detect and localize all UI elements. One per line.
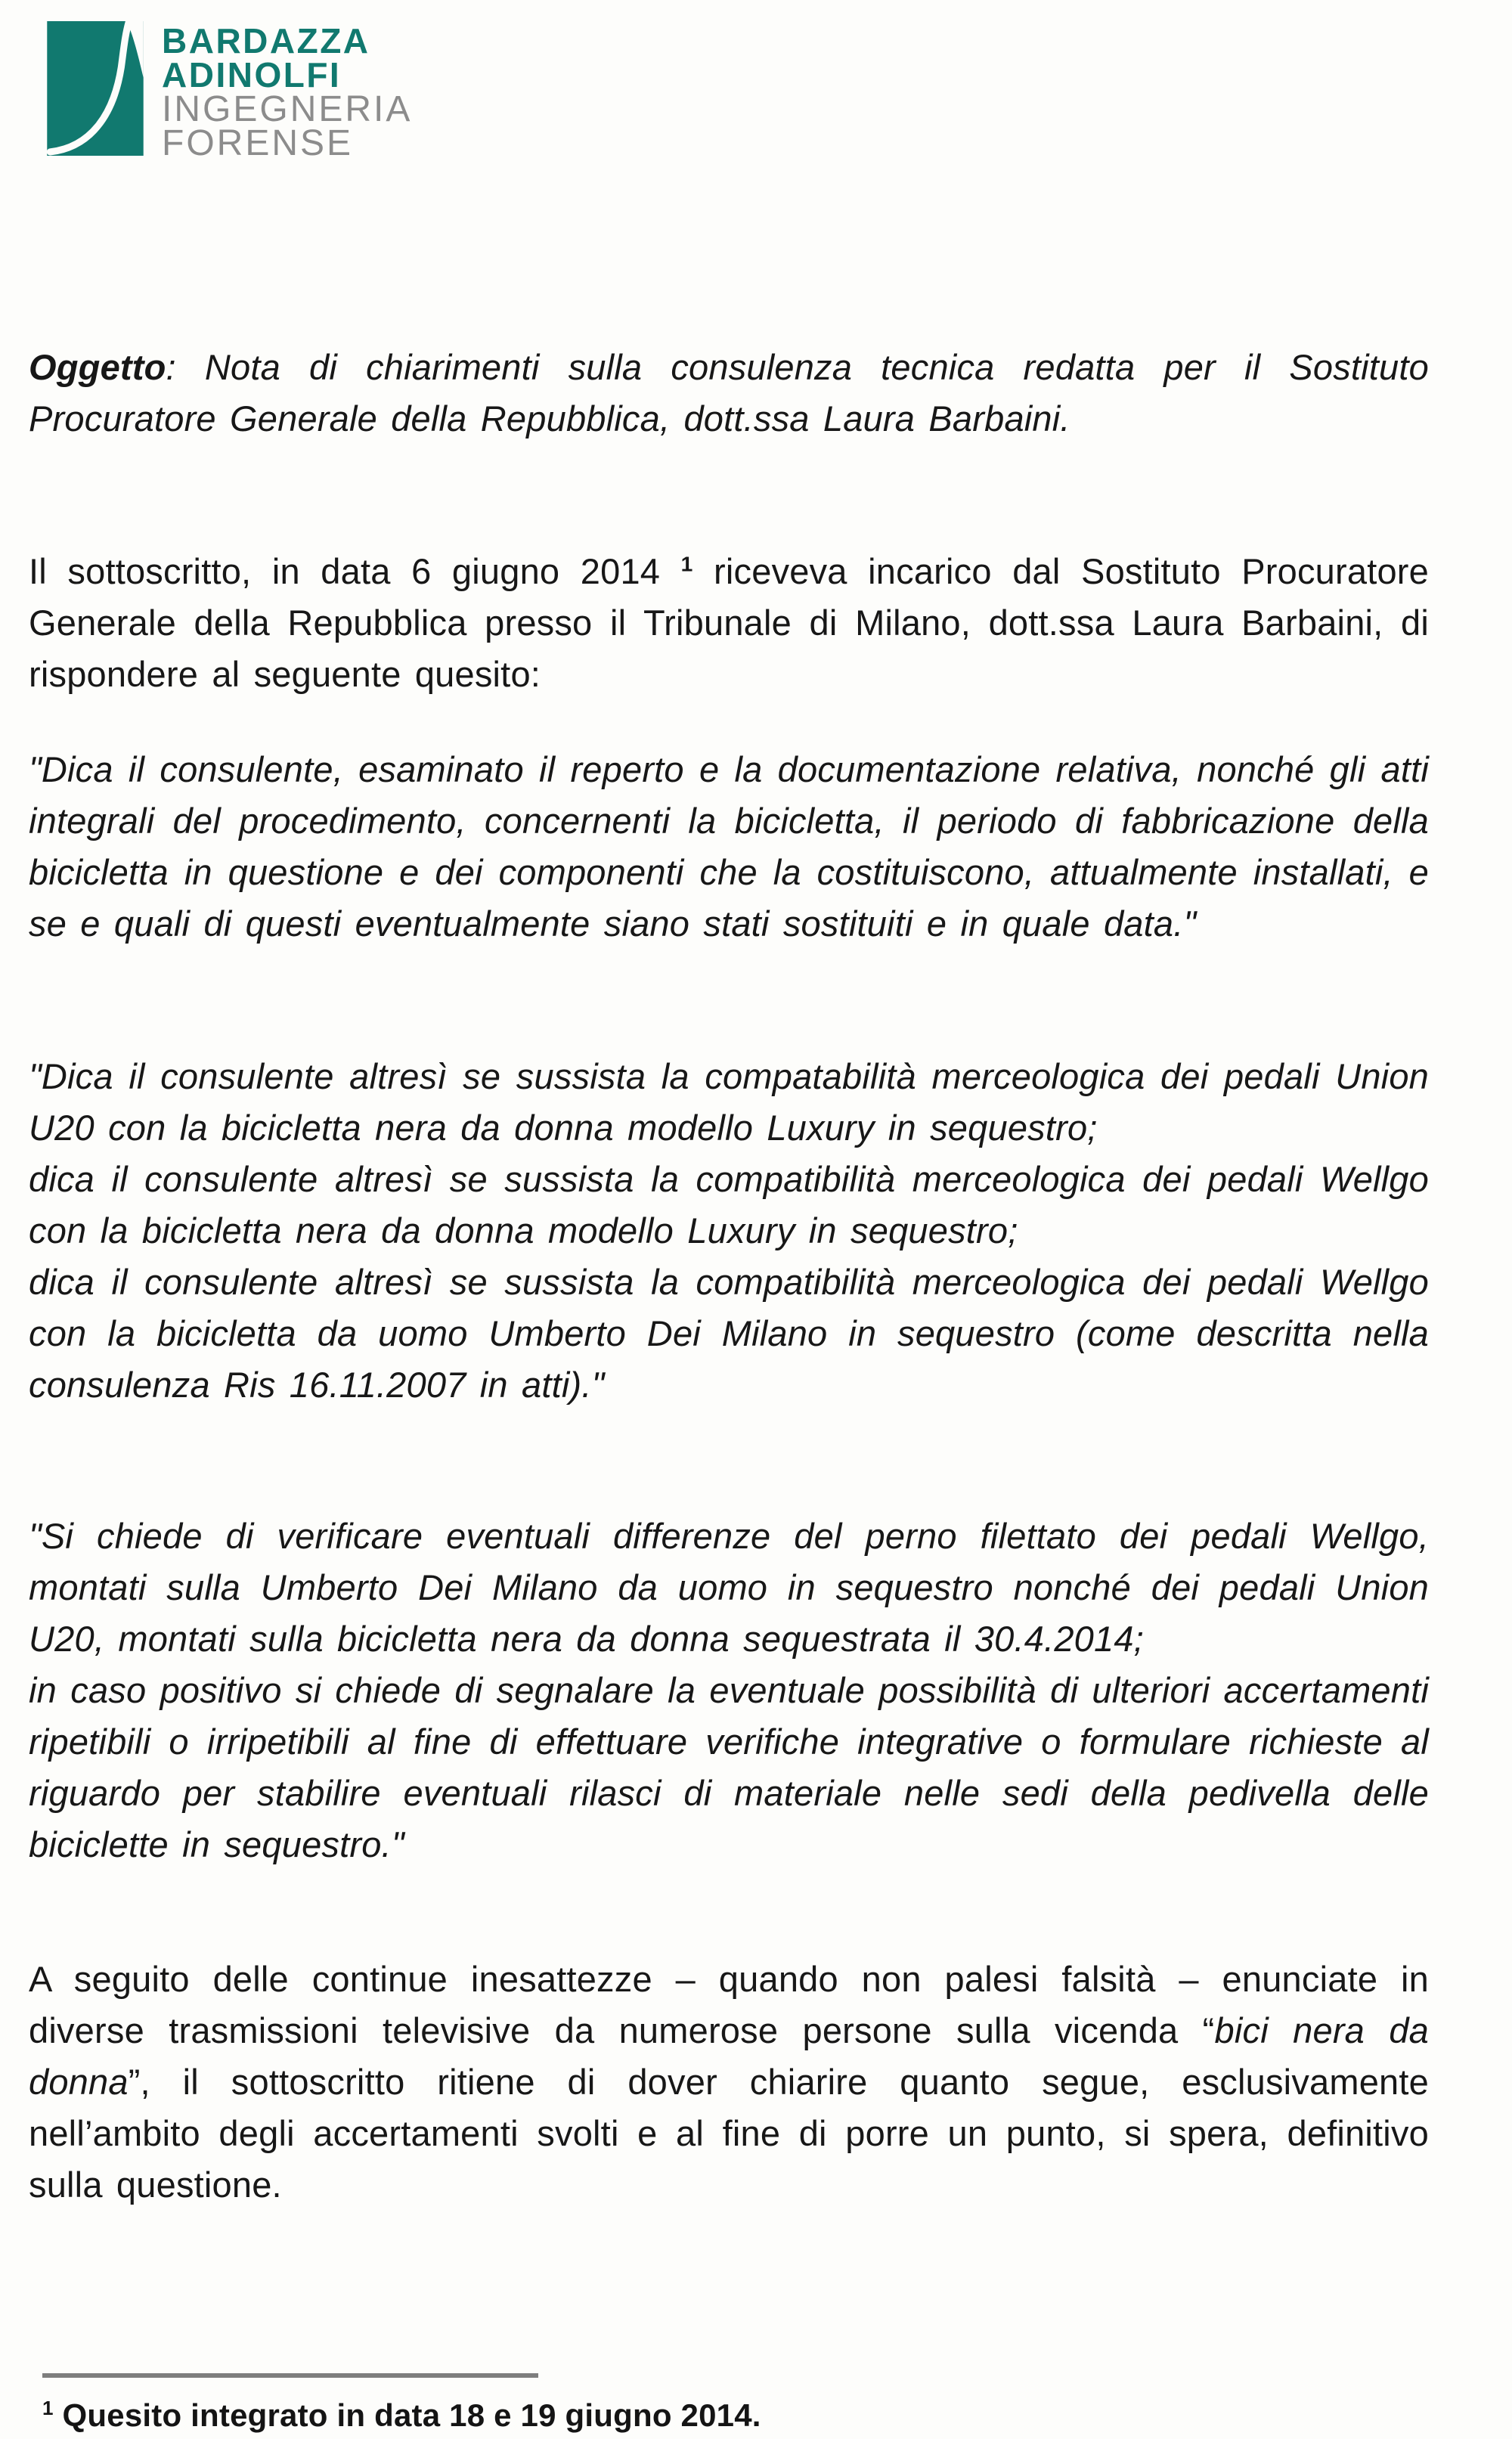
first-quote-paragraph: "Dica il consulente, esaminato il reperto e la documentazione relativa, nonché gli atti integrali del procedimento, concernenti la bicicletta, il periodo di fabbricazione della bicicletta in questione e dei componenti che la costituiscono, attualmente installati, e se e quali di questi eventualmente siano stati sostituiti e in quale data." [29,749,1429,944]
footnote-reference-marker: 1 [680,551,693,576]
logo-subtitle-line1: INGEGNERIA [162,89,413,129]
intro-paragraph [29,546,1429,700]
second-quote-clause-3: dica il consulente altresì se sussista la compatibilità merceologica dei pedali Wellgo con la bicicletta da uomo Umberto Dei Milano in sequestro (come descritta nella consulenza Ris 16.11.2007 in atti)." [29,1262,1429,1405]
subject-paragraph [29,342,1429,445]
logo-name-line1: BARDAZZA [162,21,370,60]
closing-paragraph [29,1954,1429,2211]
footnote-text [42,2396,1471,2435]
case-name-phrase: bici nera da donna [29,2010,1429,2102]
second-quote-clause-2: dica il consulente altresì se sussista la compatibilità merceologica dei pedali Wellgo con la bicicletta nera da donna modello Luxury in sequestro; [29,1159,1429,1250]
third-quote-paragraph [29,1511,1429,1870]
footnote [42,2373,1471,2435]
logo-text [162,21,413,163]
logo-mark-icon [47,21,144,156]
third-quote-clause-1: "Si chiede di verificare eventuali differenze del perno filettato dei pedali Wellgo, montati sulla Umberto Dei Milano da uomo in sequestro nonché dei pedali Union U20, montati sulla bicicletta nera da donna sequestrata il 30.4.2014; [29,1516,1429,1659]
footnote-marker: 1 [42,2397,54,2419]
closing-text-part2: ”, il sottoscritto ritiene di dover chiarire quanto segue, esclusivamente nell’ambito degli accertamenti svolti e al fine di porre un punto, si spera, definitivo sulla questione. [29,2062,1429,2205]
second-quote-paragraph [29,1051,1429,1411]
logo-name-line2: ADINOLFI [162,55,342,95]
closing-text-part1: A seguito delle continue inesattezze – quando non palesi falsità – enunciate in diverse trasmissioni televisive da numerose persone sulla vicenda “ [29,1959,1429,2050]
subject-label: Oggetto [29,347,166,387]
letterhead-logo [47,21,413,163]
third-quote-clause-2: in caso positivo si chiede di segnalare la eventuale possibilità di ulteriori accertamenti ripetibili o irripetibili al fine di effettuare verifiche integrative o formulare richieste al riguardo per stabilire eventuali rilasci di materiale nelle sedi della pedivella delle biciclette in sequestro." [29,1670,1429,1864]
footnote-body: Quesito integrato in data 18 e 19 giugno 2014. [53,2397,761,2433]
intro-text-before-ref: Il sottoscritto, in data 6 giugno 2014 [29,551,681,591]
subject-text: : Nota di chiarimenti sulla consulenza tecnica redatta per il Sostituto Procuratore Generale della Repubblica, dott.ssa Laura Barbaini. [29,347,1429,439]
footnote-separator [42,2373,538,2378]
intro-text-after-ref: riceveva incarico dal Sostituto Procuratore Generale della Repubblica presso il Tribunale di Milano, dott.ssa Laura Barbaini, di rispondere al seguente quesito: [29,551,1429,694]
logo-subtitle-line2: FORENSE [162,123,354,163]
second-quote-clause-1: "Dica il consulente altresì se sussista la compatabilità merceologica dei pedali Union U20 con la bicicletta nera da donna modello Luxury in sequestro; [29,1056,1429,1148]
